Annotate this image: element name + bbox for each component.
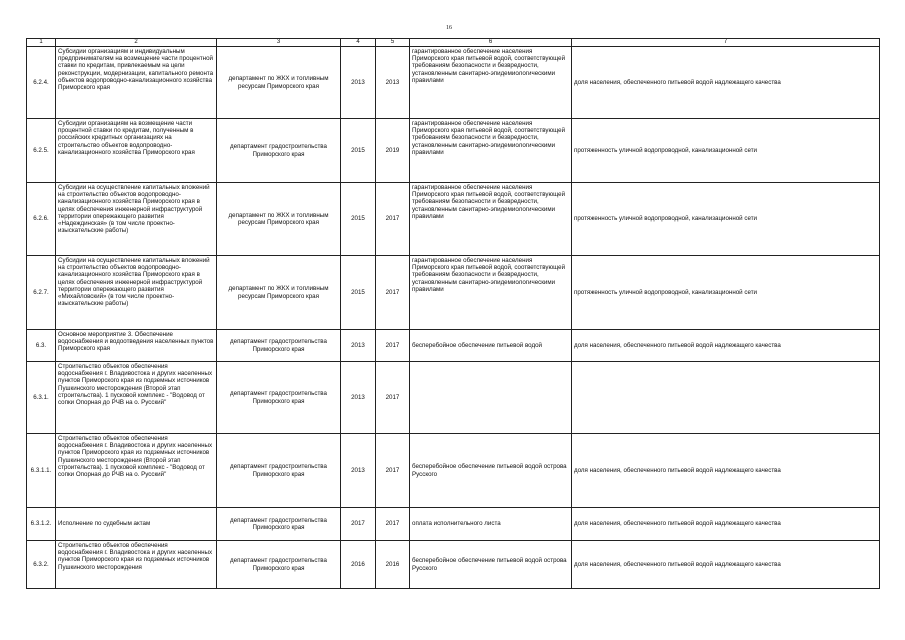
- indicator: протяженность уличной водопроводной, канализационной сети: [572, 256, 880, 330]
- end-year: 2017: [376, 508, 410, 541]
- program-table: [26, 38, 880, 589]
- responsible-dept: департамент градостроительства Приморского края: [217, 508, 341, 541]
- activity-name: Строительство объектов обеспечения водоснабжения г. Владивостока и других населенных пунктов Приморского края из подземных источников Пушкинского месторождения: [56, 541, 217, 589]
- expected-result: бесперебойное обеспечение питьевой водой острова Русского: [410, 541, 572, 589]
- activity-name: Строительство объектов обеспечения водоснабжения г. Владивостока и других населенных пунктов Приморского края из подземных источников Пушкинского месторождения (Второй этап строительства). 1 пусковой комплекс - "Водовод от сопки Опорная до РЧВ на о. Русский": [56, 362, 217, 434]
- expected-result: гарантированное обеспечение населения Приморского края питьевой водой, соответствующей требованиям безопасности и безвредности, установленным санитарно-эпидемиологическими правилами: [410, 256, 572, 330]
- col-header-2: 2: [56, 39, 217, 47]
- start-year: 2013: [341, 362, 376, 434]
- start-year: 2017: [341, 508, 376, 541]
- responsible-dept: департамент по ЖКХ и топливным ресурсам Приморского края: [217, 183, 341, 256]
- start-year: 2015: [341, 256, 376, 330]
- activity-name: Субсидии организациям и индивидуальным предпринимателям на возмещение части процентной ставки по кредитам, привлекаемым на цели реконструкции, модернизации, капитального ремонта объектов водопроводно-канализационного хозяйства Приморского края: [56, 47, 217, 119]
- row-number: 6.2.5.: [27, 119, 56, 183]
- table-row: [27, 183, 880, 256]
- col-header-5: 5: [376, 39, 410, 47]
- end-year: 2016: [376, 541, 410, 589]
- start-year: 2016: [341, 541, 376, 589]
- indicator: доля населения, обеспеченного питьевой водой надлежащего качества: [572, 434, 880, 508]
- expected-result: бесперебойное обеспечение питьевой водой острова Русского: [410, 434, 572, 508]
- expected-result: [410, 362, 572, 434]
- end-year: 2017: [376, 330, 410, 362]
- activity-name: Субсидии на осуществление капитальных вложений на строительство объектов водопроводно-канализационного хозяйства Приморского края в целях обеспечения инженерной инфраструктурой территории опережающего развития «Михайловский» (в том числе проектно-изыскательские работы): [56, 256, 217, 330]
- expected-result: гарантированное обеспечение населения Приморского края питьевой водой, соответствующей требованиям безопасности и безвредности, установленным санитарно-эпидемиологическими правилами: [410, 47, 572, 119]
- responsible-dept: департамент градостроительства Приморского края: [217, 362, 341, 434]
- start-year: 2013: [341, 434, 376, 508]
- row-number: 6.3.: [27, 330, 56, 362]
- responsible-dept: департамент по ЖКХ и топливным ресурсам Приморского края: [217, 256, 341, 330]
- table-row: [27, 47, 880, 119]
- row-number: 6.3.1.2.: [27, 508, 56, 541]
- end-year: 2017: [376, 256, 410, 330]
- row-number: 6.2.6.: [27, 183, 56, 256]
- responsible-dept: департамент градостроительства Приморского края: [217, 330, 341, 362]
- indicator: доля населения, обеспеченного питьевой водой надлежащего качества: [572, 508, 880, 541]
- responsible-dept: департамент градостроительства Приморского края: [217, 119, 341, 183]
- table-row: [27, 541, 880, 589]
- row-number: 6.3.1.: [27, 362, 56, 434]
- header-row: [27, 39, 880, 47]
- start-year: 2013: [341, 47, 376, 119]
- row-number: 6.3.1.1.: [27, 434, 56, 508]
- indicator: [572, 362, 880, 434]
- indicator: доля населения, обеспеченного питьевой водой надлежащего качества: [572, 47, 880, 119]
- expected-result: бесперебойное обеспечение питьевой водой: [410, 330, 572, 362]
- responsible-dept: департамент градостроительства Приморского края: [217, 541, 341, 589]
- indicator: доля населения, обеспеченного питьевой водой надлежащего качества: [572, 541, 880, 589]
- end-year: 2017: [376, 183, 410, 256]
- row-number: 6.2.7.: [27, 256, 56, 330]
- table-row: [27, 330, 880, 362]
- col-header-4: 4: [341, 39, 376, 47]
- table-row: [27, 256, 880, 330]
- expected-result: гарантированное обеспечение населения Приморского края питьевой водой, соответствующей требованиям безопасности и безвредности, установленным санитарно-эпидемиологическими правилами: [410, 119, 572, 183]
- activity-name: Строительство объектов обеспечения водоснабжения г. Владивостока и других населенных пунктов Приморского края из подземных источников Пушкинского месторождения (Второй этап строительства). 1 пусковой комплекс - "Водовод от сопки Опорная до РЧВ на о. Русский": [56, 434, 217, 508]
- indicator: протяженность уличной водопроводной, канализационной сети: [572, 119, 880, 183]
- activity-name: Основное мероприятие 3. Обеспечение водоснабжения и водоотведения населенных пунктов Приморского края: [56, 330, 217, 362]
- end-year: 2019: [376, 119, 410, 183]
- indicator: доля населения, обеспеченного питьевой водой надлежащего качества: [572, 330, 880, 362]
- indicator: протяженность уличной водопроводной, канализационной сети: [572, 183, 880, 256]
- end-year: 2017: [376, 362, 410, 434]
- row-number: 6.3.2.: [27, 541, 56, 589]
- expected-result: оплата исполнительного листа: [410, 508, 572, 541]
- page-number: 16: [446, 25, 452, 31]
- start-year: 2015: [341, 183, 376, 256]
- table-row: [27, 508, 880, 541]
- col-header-7: 7: [572, 39, 880, 47]
- table-row: [27, 362, 880, 434]
- col-header-1: 1: [27, 39, 56, 47]
- activity-name: Исполнение по судебным актам: [56, 508, 217, 541]
- table-row: [27, 119, 880, 183]
- col-header-6: 6: [410, 39, 572, 47]
- start-year: 2015: [341, 119, 376, 183]
- col-header-3: 3: [217, 39, 341, 47]
- activity-name: Субсидии организациям на возмещение части процентной ставки по кредитам, полученным в российских кредитных организациях на строительство объектов водопроводно-канализационного хозяйства Приморского края: [56, 119, 217, 183]
- activity-name: Субсидии на осуществление капитальных вложений на строительство объектов водопроводно-канализационного хозяйства Приморского края в целях обеспечения инженерной инфраструктурой территории опережающего развития «Надеждинская» (в том числе проектно-изыскательские работы): [56, 183, 217, 256]
- end-year: 2017: [376, 434, 410, 508]
- end-year: 2013: [376, 47, 410, 119]
- responsible-dept: департамент по ЖКХ и топливным ресурсам Приморского края: [217, 47, 341, 119]
- responsible-dept: департамент градостроительства Приморского края: [217, 434, 341, 508]
- row-number: 6.2.4.: [27, 47, 56, 119]
- start-year: 2013: [341, 330, 376, 362]
- table-row: [27, 434, 880, 508]
- expected-result: гарантированное обеспечение населения Приморского края питьевой водой, соответствующей требованиям безопасности и безвредности, установленным санитарно-эпидемиологическими правилами: [410, 183, 572, 256]
